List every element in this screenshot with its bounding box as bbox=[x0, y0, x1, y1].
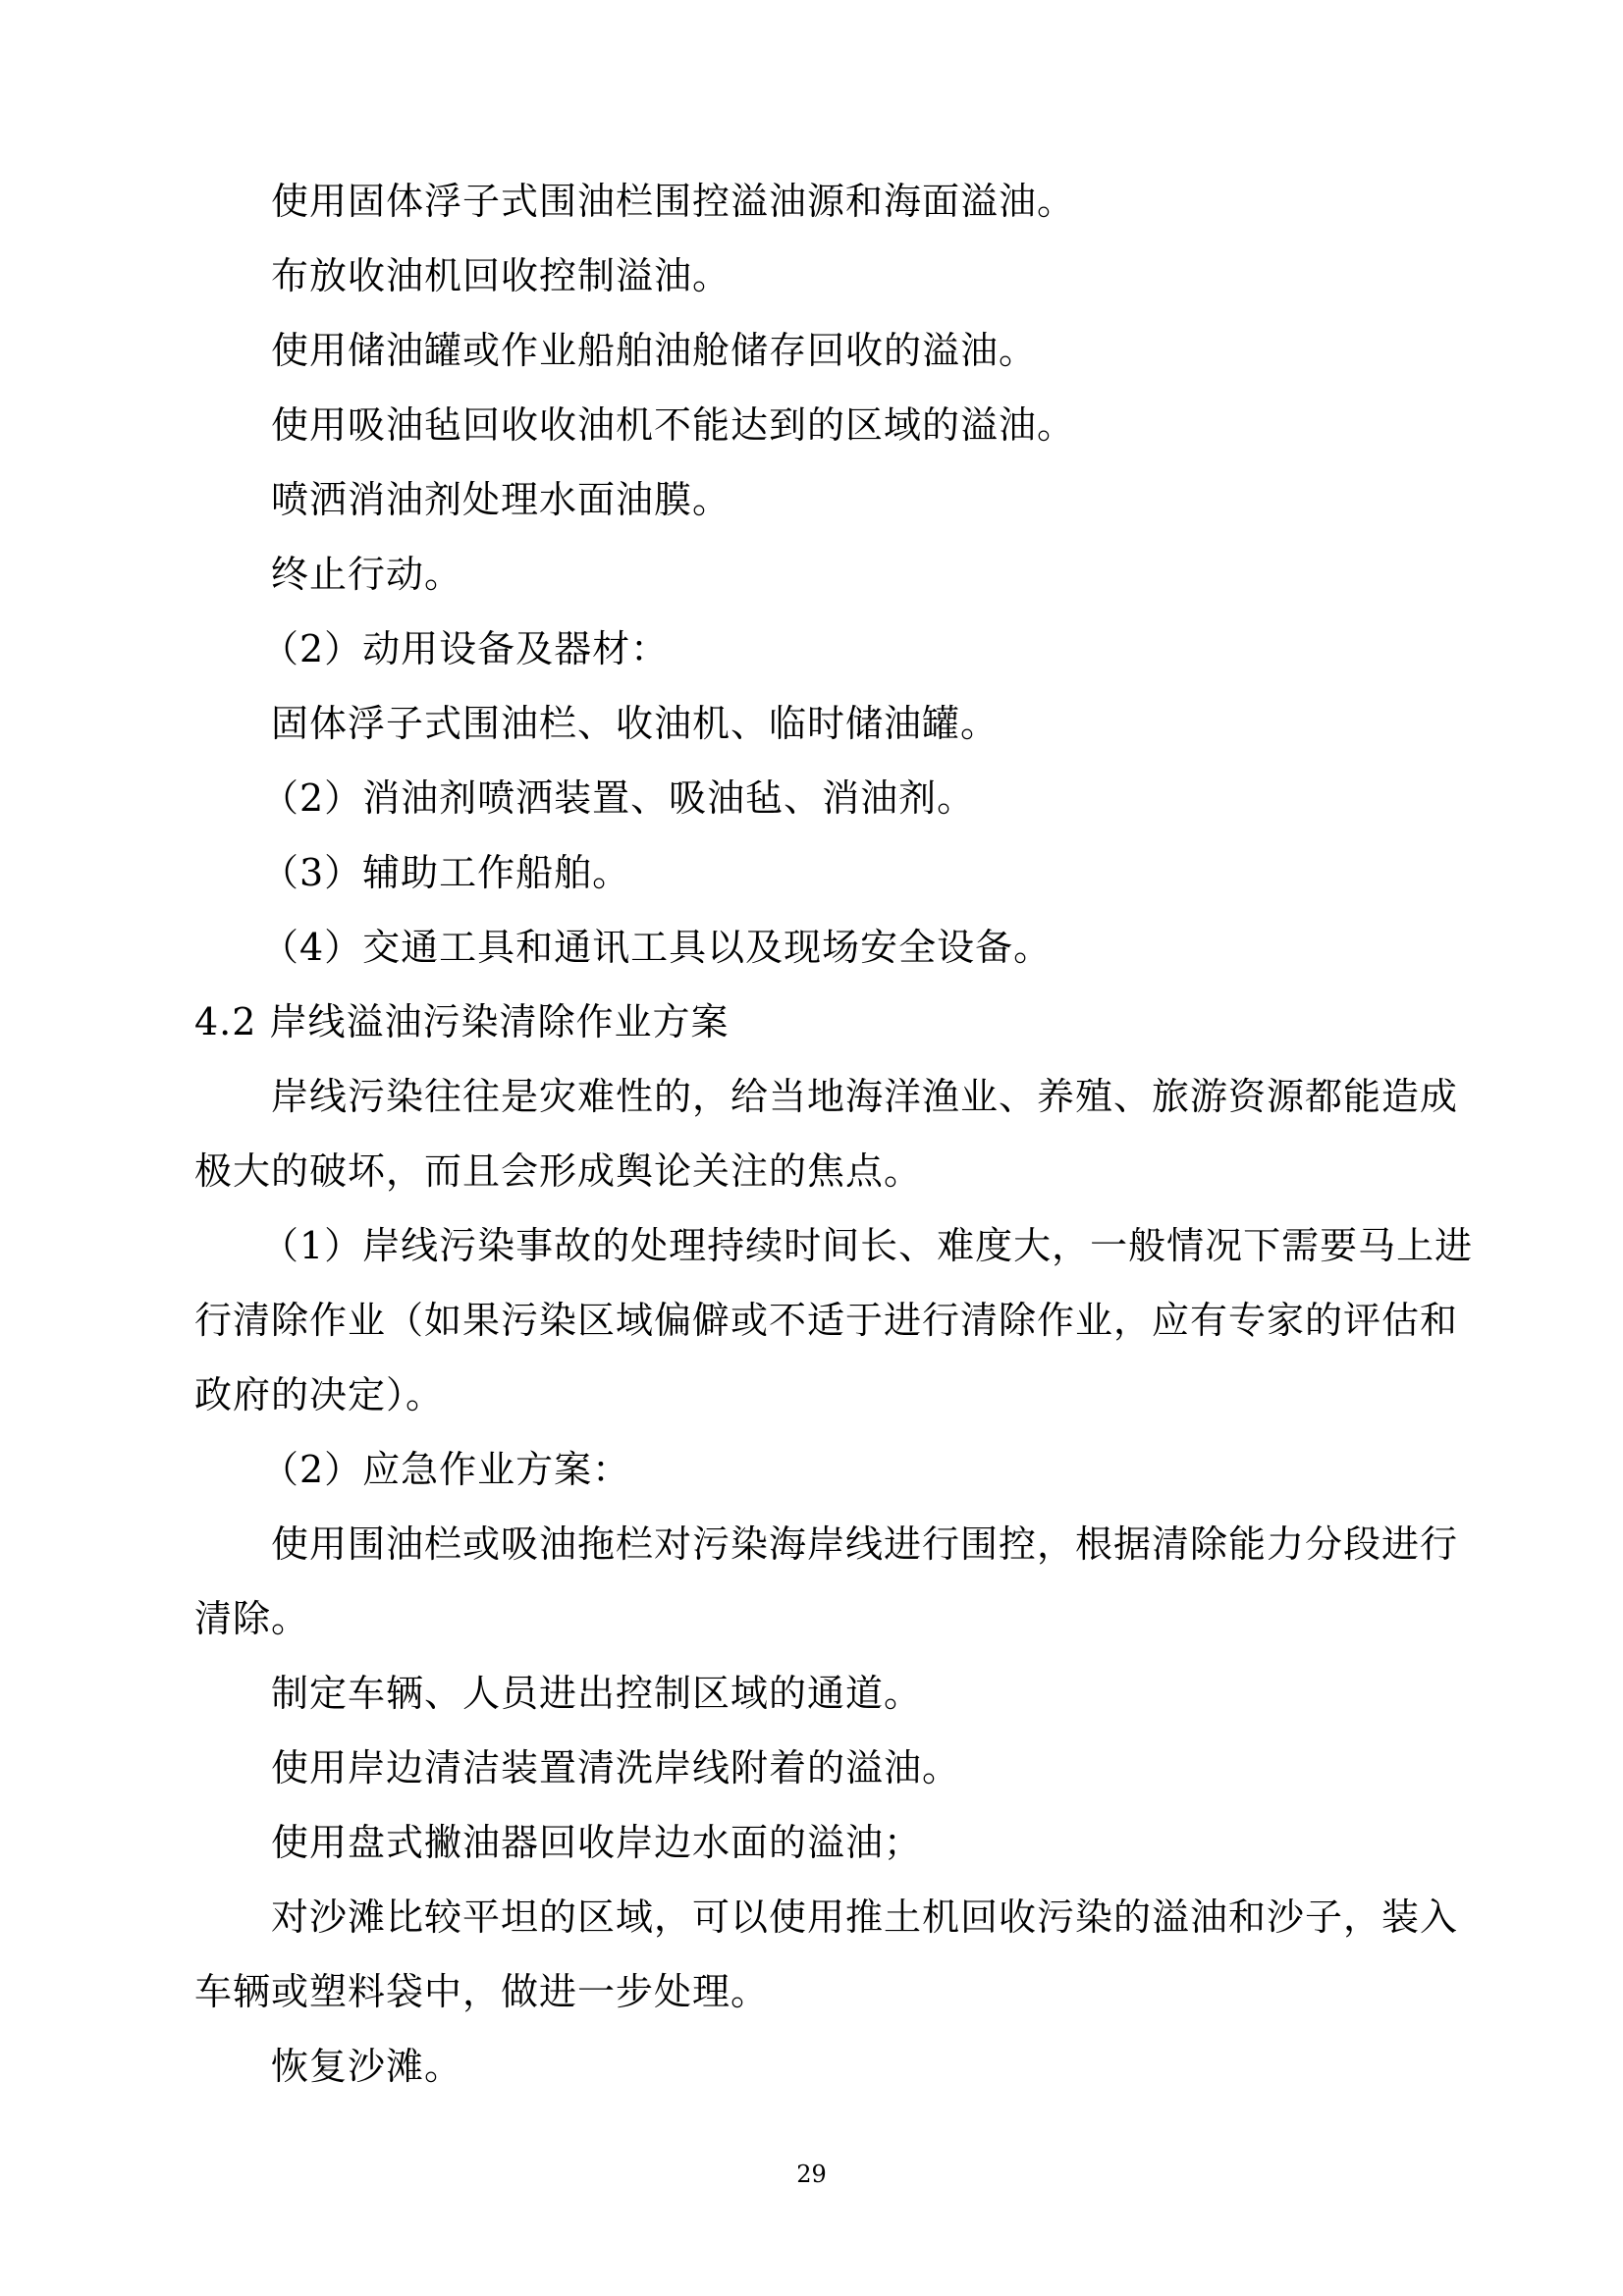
paragraph-line: 使用储油罐或作业船舶油舱储存回收的溢油。 bbox=[271, 329, 1038, 372]
paragraph-line: 行清除作业（如果污染区域偏僻或不适于进行清除作业，应有专家的评估和 bbox=[194, 1299, 1459, 1342]
paragraph-line: 布放收油机回收控制溢油。 bbox=[271, 254, 731, 297]
paragraph-line: 使用吸油毡回收收油机不能达到的区域的溢油。 bbox=[271, 403, 1076, 447]
paragraph-line: 使用固体浮子式围油栏围控溢油源和海面溢油。 bbox=[271, 180, 1076, 223]
paragraph-line: （1）岸线污染事故的处理持续时间长、难度大，一般情况下需要马上进 bbox=[261, 1224, 1474, 1267]
paragraph-line: 使用岸边清洁装置清洗岸线附着的溢油。 bbox=[271, 1746, 961, 1789]
paragraph-line: 固体浮子式围油栏、收油机、临时储油罐。 bbox=[271, 702, 1000, 745]
page-number: 29 bbox=[796, 2161, 827, 2188]
paragraph-line: 恢复沙滩。 bbox=[271, 2045, 463, 2088]
paragraph-line: 极大的破坏，而且会形成舆论关注的焦点。 bbox=[194, 1149, 923, 1193]
subsection-label: （2）应急作业方案： bbox=[261, 1448, 631, 1491]
subsection-label: （2）动用设备及器材： bbox=[261, 627, 670, 670]
list-item: （4）交通工具和通讯工具以及现场安全设备。 bbox=[261, 926, 1053, 969]
paragraph-line: 使用盘式撇油器回收岸边水面的溢油； bbox=[271, 1821, 923, 1864]
paragraph-line: 岸线污染往往是灾难性的，给当地海洋渔业、养殖、旅游资源都能造成 bbox=[271, 1075, 1459, 1118]
paragraph-line: 车辆或塑料袋中，做进一步处理。 bbox=[194, 1970, 770, 2013]
list-item: （3）辅助工作船舶。 bbox=[261, 851, 631, 894]
paragraph-line: 喷洒消油剂处理水面油膜。 bbox=[271, 478, 731, 521]
paragraph-line: 对沙滩比较平坦的区域，可以使用推土机回收污染的溢油和沙子，装入 bbox=[271, 1896, 1459, 1939]
paragraph-line: 使用围油栏或吸油拖栏对污染海岸线进行围控，根据清除能力分段进行 bbox=[271, 1522, 1459, 1566]
paragraph-line: 政府的决定）。 bbox=[194, 1373, 445, 1416]
paragraph-line: 制定车辆、人员进出控制区域的通道。 bbox=[271, 1672, 923, 1715]
list-item: （2）消油剂喷洒装置、吸油毡、消油剂。 bbox=[261, 776, 976, 820]
section-heading: 4.2 岸线溢油污染清除作业方案 bbox=[194, 1000, 730, 1043]
paragraph-line: 清除。 bbox=[194, 1597, 310, 1640]
paragraph-line: 终止行动。 bbox=[271, 553, 463, 596]
